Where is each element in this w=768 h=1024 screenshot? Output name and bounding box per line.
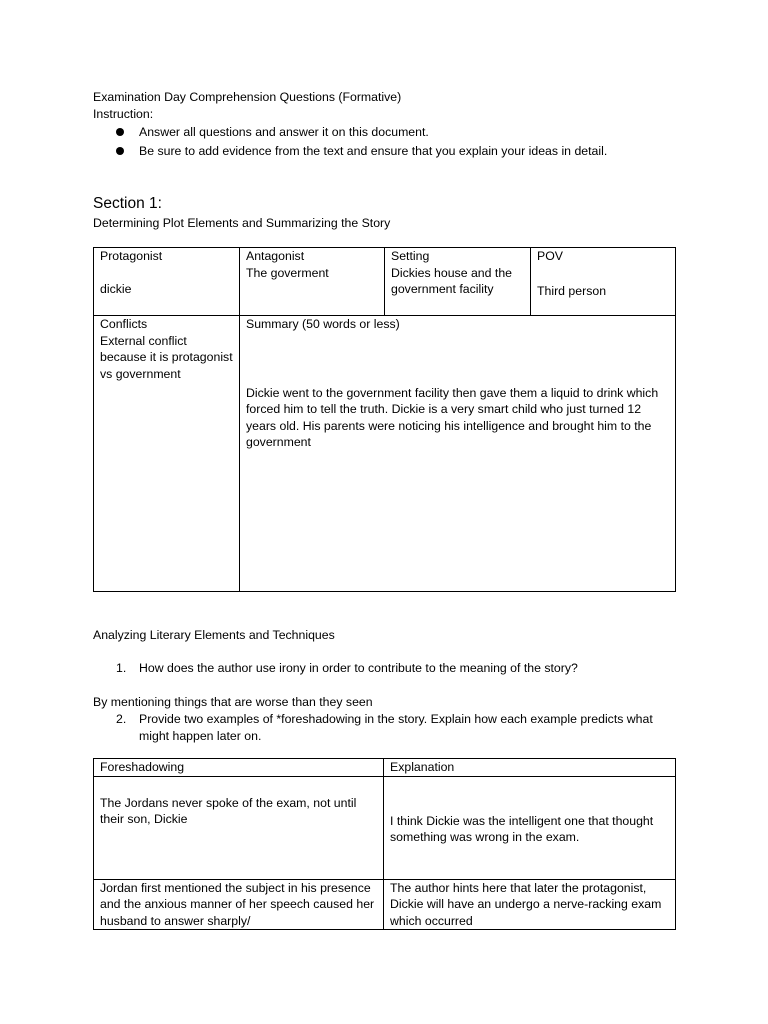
instruction-item: Answer all questions and answer it on this document. [139,125,429,139]
conflicts-value: External conflict because it is protagonist vs government [100,333,233,381]
setting-label: Setting [391,249,430,263]
section-title: Section 1: [93,195,162,212]
question-2: Provide two examples of *foreshadowing in the story. Explain how each example predicts what might happen later on. [139,712,653,743]
explanation-text: I think Dickie was the intelligent one that thought something was wrong in the exam. [390,813,654,844]
explanation-header: Explanation [384,759,676,777]
conflicts-label: Conflicts [100,317,148,331]
instruction-item: Be sure to add evidence from the text and ensure that you explain your ideas in detail. [139,144,608,158]
page-title: Examination Day Comprehension Questions (Formative) [93,90,402,104]
pov-cell [531,248,676,316]
protagonist-label: Protagonist [100,249,163,263]
table-cell [94,879,384,930]
explanation-text: The author hints here that later the protagonist, Dickie will have an undergo a nerve-racking exam which occurred [390,880,662,928]
foreshadowing-text: The Jordans never spoke of the exam, not until their son, Dickie [100,795,357,826]
foreshadowing-header: Foreshadowing [94,759,384,777]
question-number: 2. [116,712,127,726]
setting-cell [385,248,531,316]
setting-value: Dickies house and the government facility [391,265,512,296]
table-cell [384,776,676,879]
section-subtitle: Determining Plot Elements and Summarizing the Story [93,216,391,230]
antagonist-value: The goverment [246,265,329,280]
answer-1: By mentioning things that are worse than they seen [93,695,373,709]
plot-elements-table [93,247,676,592]
instruction-label: Instruction: [93,107,154,121]
bullet-icon [116,147,124,155]
summary-cell [240,316,676,592]
summary-value: Dickie went to the government facility then gave them a liquid to drink which forced him to tell the truth. Dickie is a very smart child who just turned 12 years old. His parents were noticing his intelligence and brought him to the government [246,385,659,449]
section-heading: Analyzing Literary Elements and Techniques [93,628,335,642]
table-cell [384,879,676,930]
question-number: 1. [116,661,127,675]
antagonist-cell [240,248,385,316]
foreshadowing-table [93,758,676,930]
protagonist-value: dickie [100,281,132,296]
bullet-icon [116,128,124,136]
summary-label: Summary (50 words or less) [246,317,400,331]
antagonist-label: Antagonist [246,249,305,263]
protagonist-cell [94,248,240,316]
table-cell [94,776,384,879]
pov-value: Third person [537,283,607,298]
foreshadowing-text: Jordan first mentioned the subject in his presence and the anxious manner of her speech caused her husband to answer sharply/ [100,880,375,928]
conflicts-cell [94,316,240,592]
pov-label: POV [537,249,563,263]
question-1: How does the author use irony in order to contribute to the meaning of the story? [139,661,578,675]
